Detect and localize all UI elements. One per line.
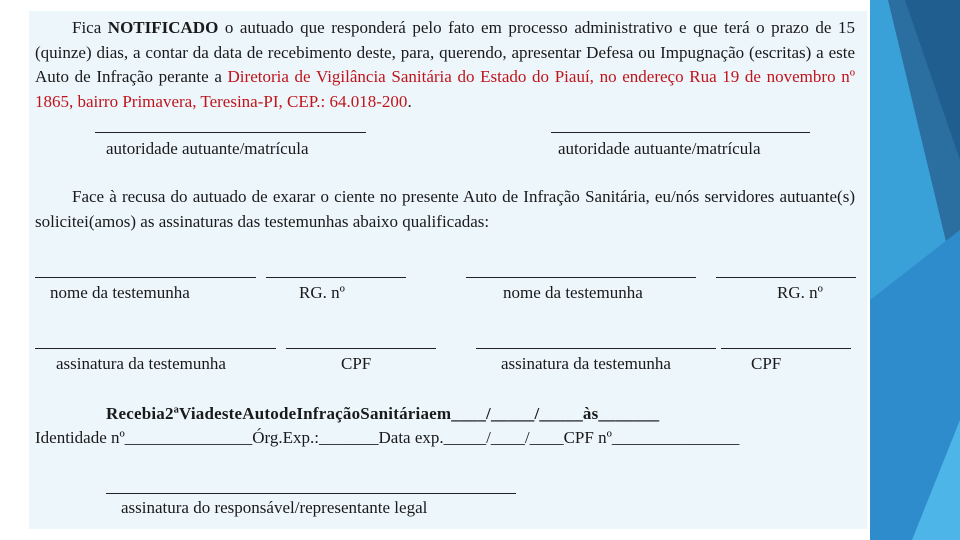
witness-rg-label-2: RG. nº [777, 283, 823, 302]
witness-signature-label-1: assinatura da testemunha [56, 354, 226, 373]
notification-paragraph [35, 16, 855, 114]
authority-label-left: autoridade autuante/matrícula [106, 139, 309, 158]
witness-cpf-line-2 [721, 348, 851, 349]
refusal-paragraph: Face à recusa do autuado de exarar o ciente no presente Auto de Infração Sanitária, eu/nós servidores autuante(s) solicitei(amos) as assinaturas das testemunhas abaixo qualificadas: [35, 187, 855, 231]
notice-end: . [407, 91, 412, 111]
witness-rg-line-1 [266, 277, 406, 278]
authority-signature-line-left [95, 132, 366, 133]
receipt-identity-line: Identidade nº_______________Órg.Exp.:_______Data exp._____/____/____CPF nº_______________ [35, 428, 740, 447]
authority-label-right: autoridade autuante/matrícula [558, 139, 761, 158]
authority-signature-line-right [551, 132, 810, 133]
witness-cpf-label-1: CPF [341, 354, 372, 373]
witness-cpf-label-2: CPF [751, 354, 782, 373]
witness-cpf-line-1 [286, 348, 436, 349]
witness-name-line-2 [466, 277, 696, 278]
notice-bold-notified: NOTIFICADO [107, 18, 219, 37]
witness-signature-line-1 [35, 348, 276, 349]
notice-address-red: Diretoria de Vigilância Sanitária do Estado do Piauí, no endereço Rua 19 de novembro nº 1865, bairro Primavera, Teresina-PI, CEP.: 64.018-200 [35, 67, 855, 111]
receipt-second-copy-line: Recebia2ªViadesteAutodeInfraçãoSanitáriaem____/_____/_____às_______ [106, 404, 660, 423]
responsible-signature-line [106, 493, 516, 494]
responsible-signature-label: assinatura do responsável/representante legal [121, 498, 428, 517]
witness-rg-label-1: RG. nº [299, 283, 345, 302]
witness-name-label-1: nome da testemunha [50, 283, 190, 302]
witness-name-line-1 [35, 277, 256, 278]
notice-text-2: o autuado que responderá pelo fato em processo administrativo e que terá o prazo de 15 (quinze) dias, a contar da data de recebimento deste, para, querendo, apresentar Defesa ou Impugnação (escritas) a este Auto de Infração perante a [35, 18, 855, 86]
witness-rg-line-2 [716, 277, 856, 278]
witness-name-label-2: nome da testemunha [503, 283, 643, 302]
witness-signature-line-2 [476, 348, 716, 349]
witness-signature-label-2: assinatura da testemunha [501, 354, 671, 373]
notice-text-1: Fica [72, 18, 108, 37]
